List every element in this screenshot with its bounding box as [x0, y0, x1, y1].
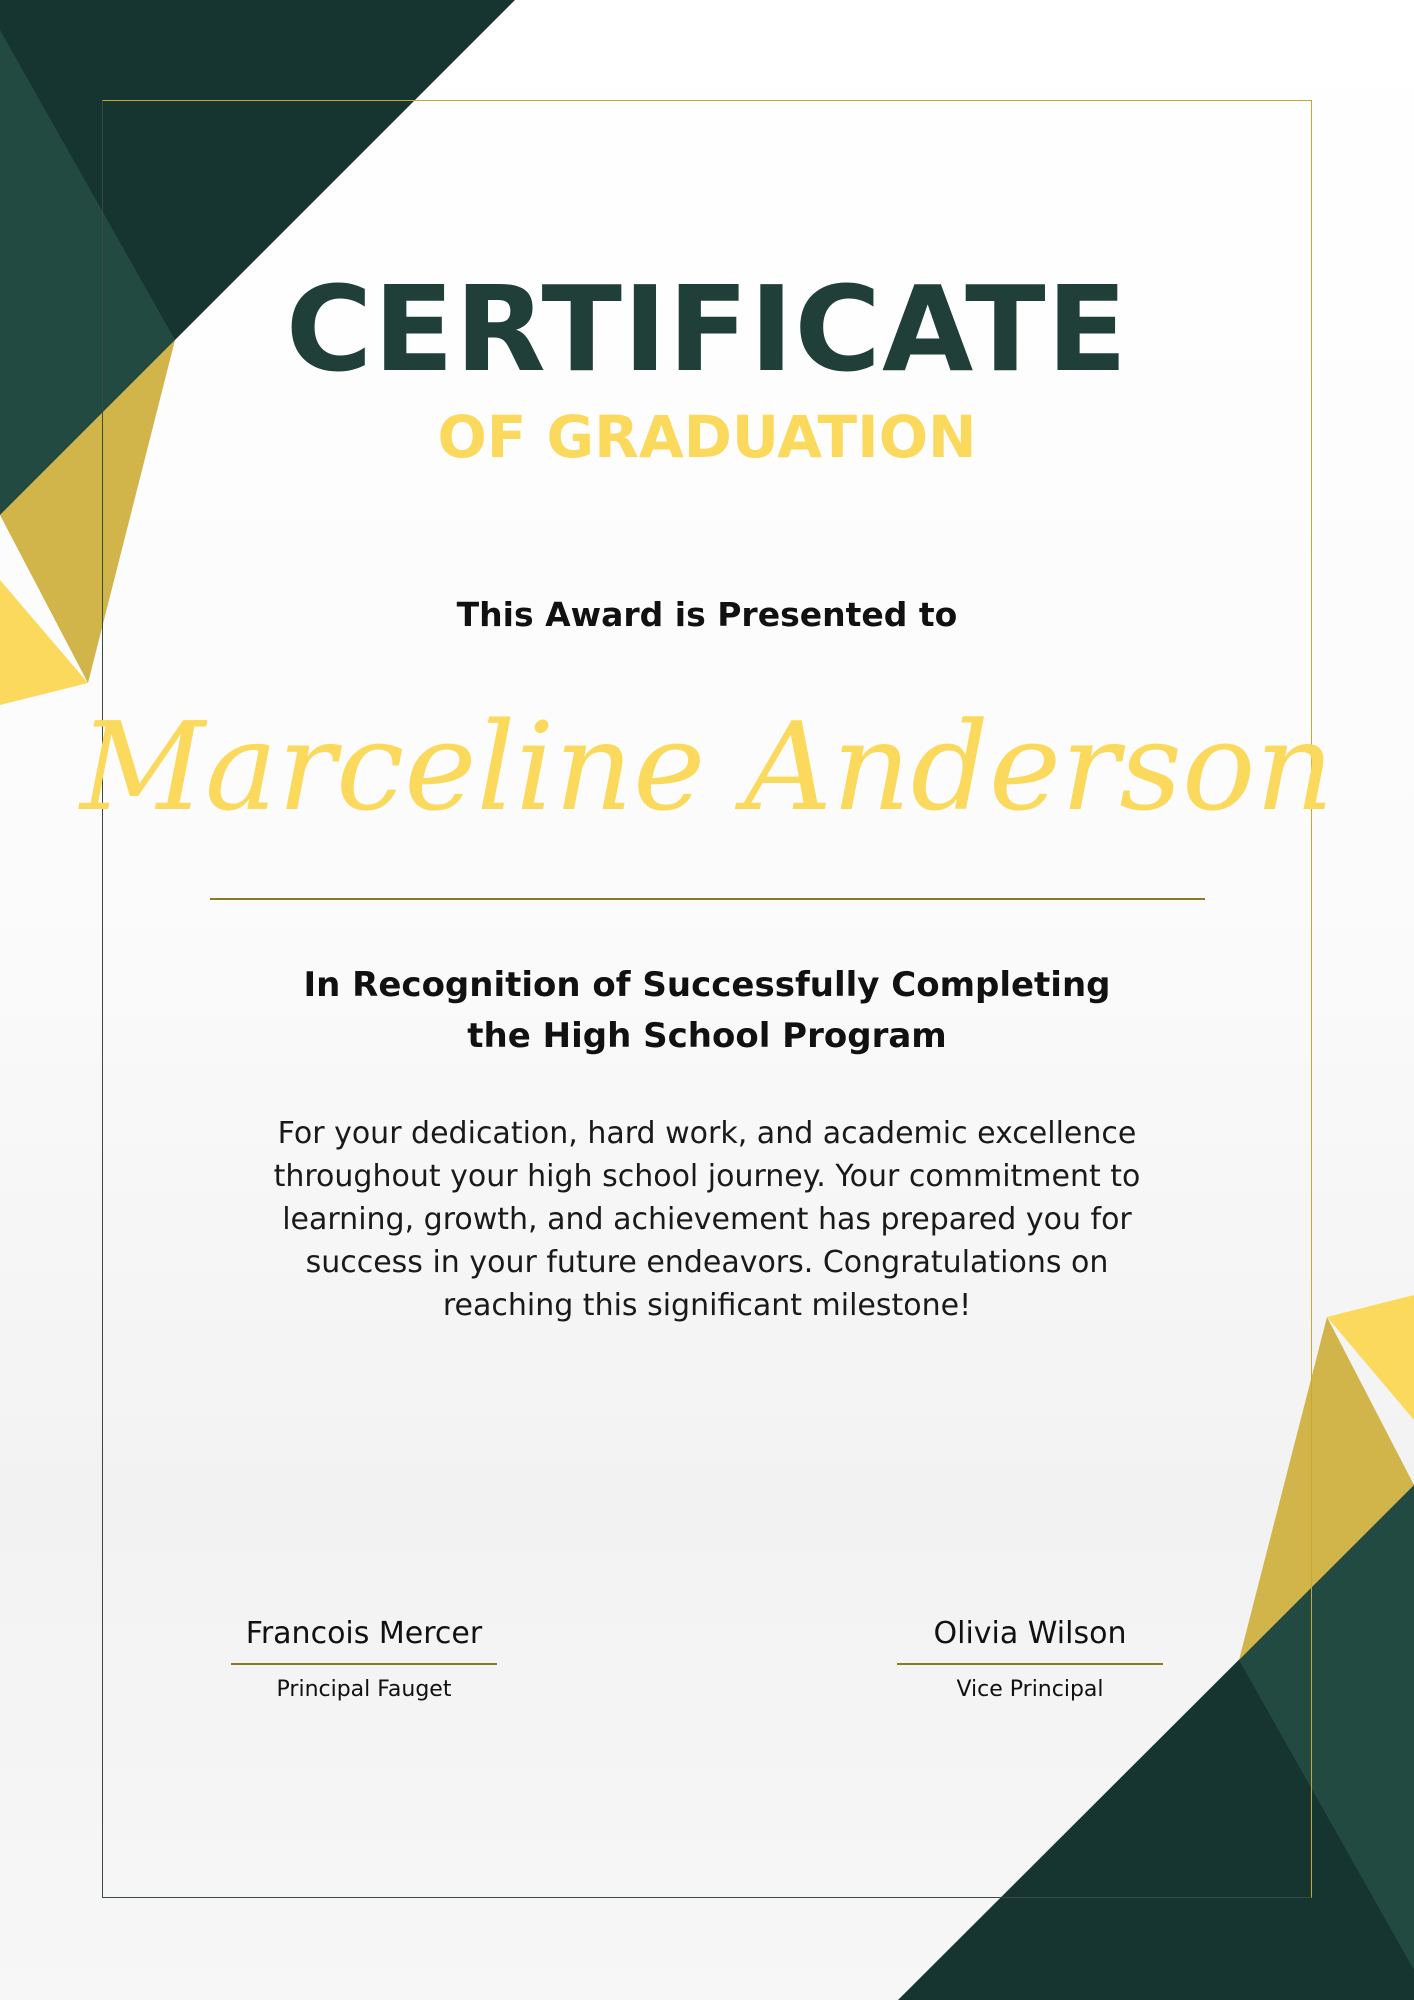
signatory-name: Olivia Wilson — [933, 1616, 1127, 1651]
presented-to-label: This Award is Presented to — [456, 595, 958, 634]
signature-line — [897, 1663, 1163, 1665]
certificate-body-text — [230, 1112, 1184, 1327]
recognition-line: the High School Program — [467, 1016, 947, 1056]
body-line: learning, growth, and achievement has prepared you for — [282, 1202, 1132, 1237]
signatory-title: Principal Fauget — [276, 1677, 452, 1702]
signature-block-vice-principal — [897, 1616, 1163, 1702]
recognition-line: In Recognition of Successfully Completing — [303, 965, 1111, 1005]
signatory-name: Francois Mercer — [245, 1616, 483, 1651]
signature-block-principal — [231, 1616, 497, 1702]
certificate-title: CERTIFICATE — [285, 260, 1129, 398]
body-line: success in your future endeavors. Congratulations on — [305, 1245, 1109, 1280]
body-line: reaching this significant milestone! — [442, 1288, 972, 1323]
body-line: For your dedication, hard work, and academic excellence — [277, 1116, 1137, 1151]
certificate-subtitle: OF GRADUATION — [437, 403, 977, 471]
signature-line — [231, 1663, 497, 1665]
recipient-name: Marceline Anderson — [79, 696, 1334, 838]
recipient-underline — [210, 898, 1205, 900]
recognition-statement — [0, 960, 1414, 1062]
signatory-title: Vice Principal — [956, 1677, 1104, 1702]
body-line: throughout your high school journey. Your commitment to — [273, 1159, 1141, 1194]
